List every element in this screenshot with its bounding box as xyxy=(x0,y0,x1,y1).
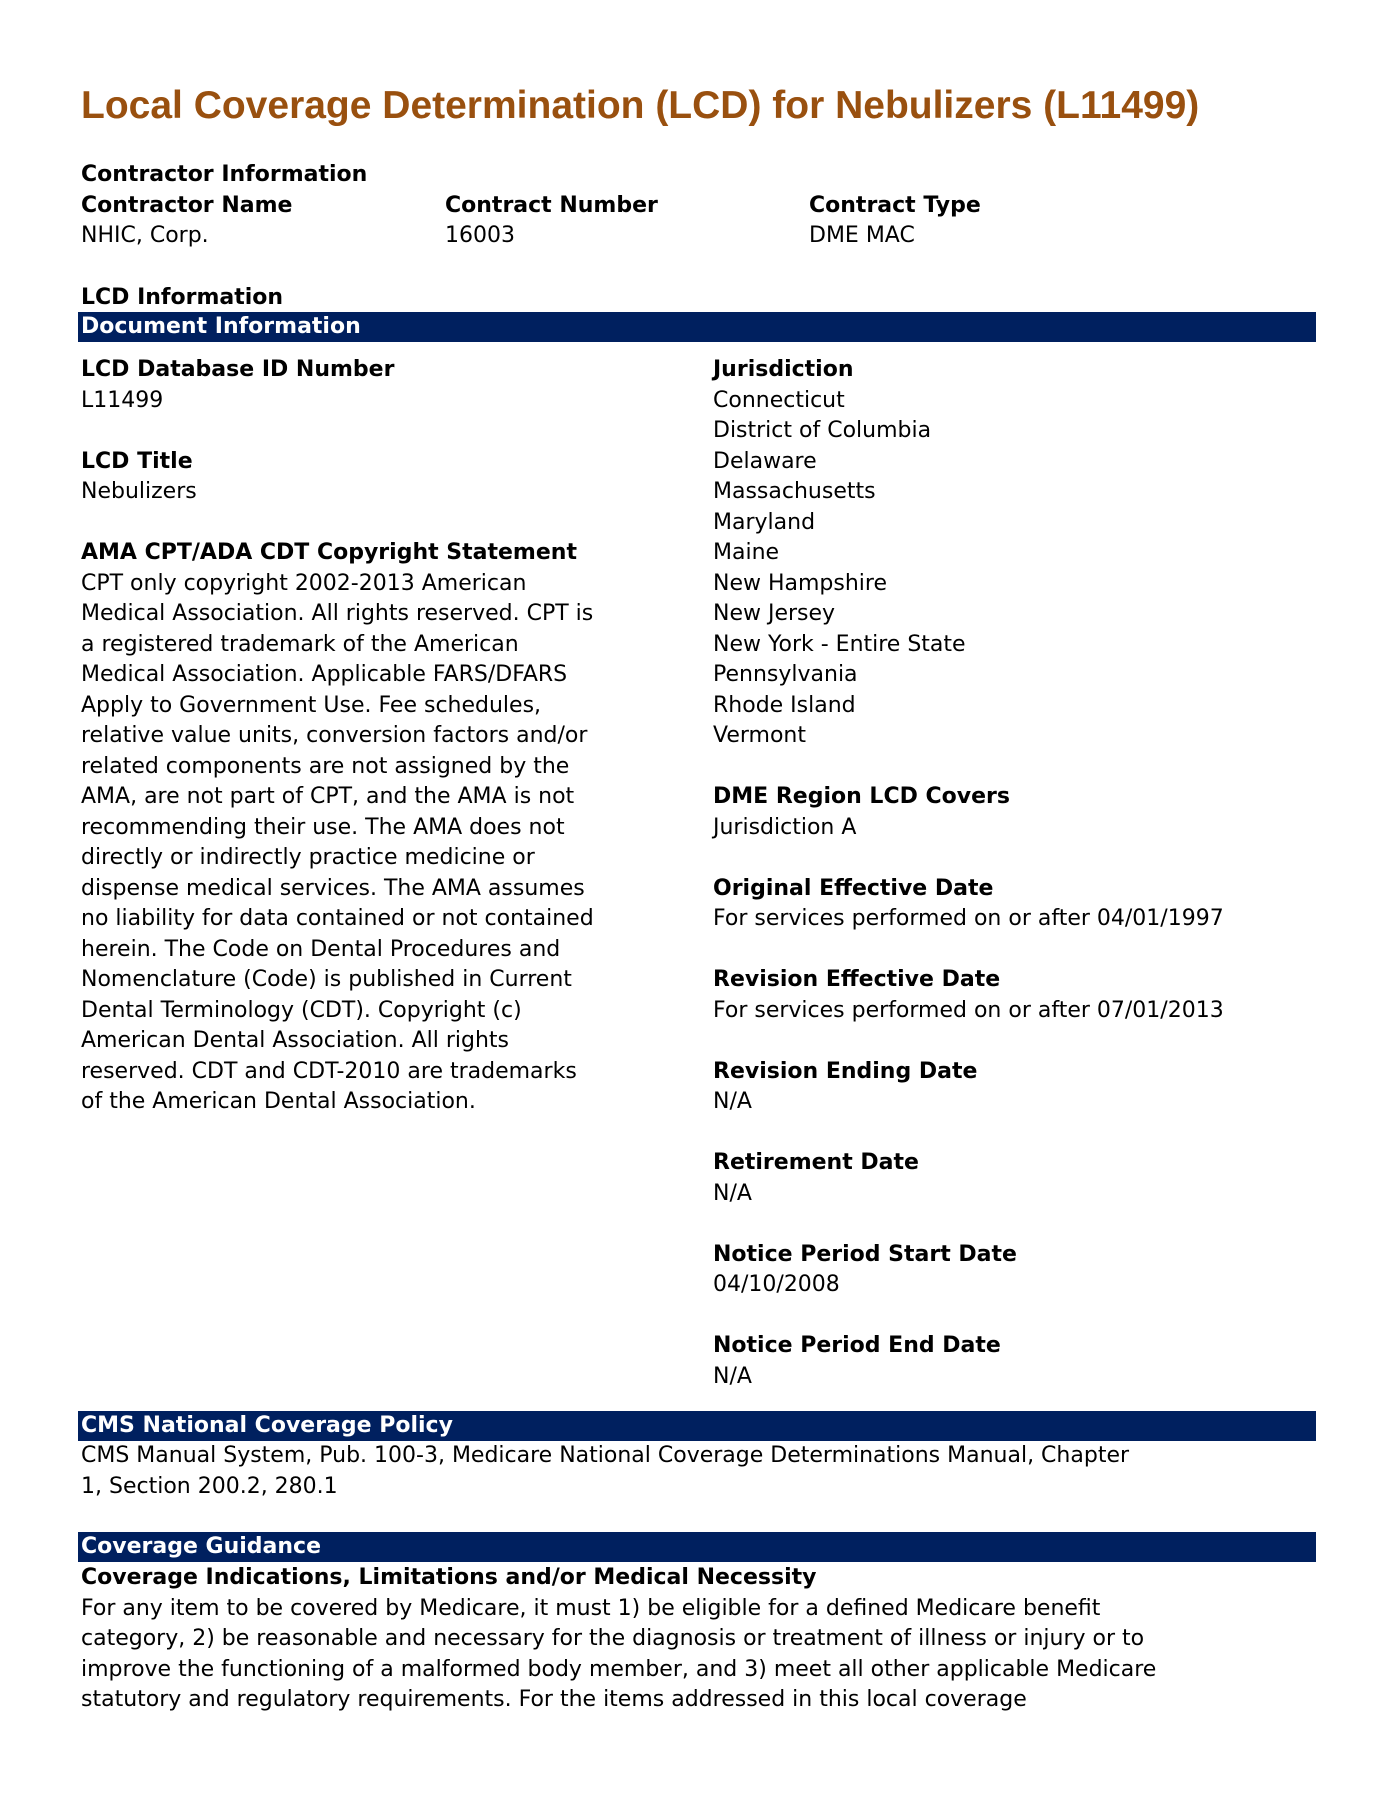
db-id-label: LCD Database ID Number xyxy=(81,357,395,382)
notice-start-value: 04/10/2008 xyxy=(713,1272,840,1297)
lcd-title-value: Nebulizers xyxy=(81,479,197,504)
jurisdiction-item: District of Columbia xyxy=(713,418,932,443)
page-title: Local Coverage Determination (LCD) for Nebulizers (L11499) xyxy=(81,84,1200,127)
copyright-line: recommending their use. The AMA does not xyxy=(81,814,565,840)
text-line: For any item to be covered by Medicare, it must 1) be eligible for a defined Medicare benefit xyxy=(81,1595,1101,1621)
notice-start-label: Notice Period Start Date xyxy=(713,1241,1017,1267)
copyright-line: Dental Terminology (CDT). Copyright (c) xyxy=(81,997,522,1023)
cms-policy-bar: CMS National Coverage Policy xyxy=(78,1411,1316,1441)
region-value: Jurisdiction A xyxy=(713,814,857,840)
contractor-name-label: Contractor Name xyxy=(81,192,293,218)
region-label: DME Region LCD Covers xyxy=(713,784,1010,809)
copyright-line: herein. The Code on Dental Procedures and xyxy=(81,936,561,962)
copyright-line: related components are not assigned by the xyxy=(81,753,570,779)
copyright-line: Nomenclature (Code) is published in Current xyxy=(81,967,572,992)
jurisdiction-item: New Jersey xyxy=(713,601,836,626)
copyright-line: dispense medical services. The AMA assumes xyxy=(81,875,585,901)
revision-effective-date-value: For services performed on or after 07/01/2013 xyxy=(713,997,1224,1023)
contractor-heading: Contractor Information xyxy=(81,162,368,187)
retirement-date-label: Retirement Date xyxy=(713,1150,919,1175)
copyright-line: American Dental Association. All rights xyxy=(81,1028,509,1053)
contract-type-value: DME MAC xyxy=(809,223,915,248)
original-effective-date-label: Original Effective Date xyxy=(713,875,994,901)
document-information xyxy=(81,355,1316,1392)
jurisdiction-item: New York - Entire State xyxy=(713,631,966,657)
jurisdiction-item: Maryland xyxy=(713,509,816,535)
notice-end-label: Notice Period End Date xyxy=(713,1333,1001,1358)
coverage-guidance-bar: Coverage Guidance xyxy=(78,1532,1316,1562)
contract-number-label: Contract Number xyxy=(445,192,658,218)
contract-number-value: 16003 xyxy=(445,223,515,248)
coverage-guidance-text xyxy=(81,1563,1316,1716)
jurisdiction-label: Jurisdiction xyxy=(713,357,854,382)
notice-end-value: N/A xyxy=(713,1363,752,1389)
copyright-line: directly or indirectly practice medicine or xyxy=(81,845,535,870)
copyright-statement xyxy=(81,569,713,1118)
jurisdiction-item: Connecticut xyxy=(713,387,845,413)
copyright-line: Medical Association. Applicable FARS/DFARS xyxy=(81,662,568,687)
retirement-date-value: N/A xyxy=(713,1180,752,1206)
jurisdiction-list xyxy=(713,386,1313,752)
coverage-indications-heading: Coverage Indications, Limitations and/or Medical Necessity xyxy=(81,1565,817,1590)
jurisdiction-item: Pennsylvania xyxy=(713,662,858,687)
document-information-bar: Document Information xyxy=(78,312,1316,342)
copyright-line: a registered trademark of the American xyxy=(81,631,519,657)
text-line: CMS Manual System, Pub. 100-3, Medicare National Coverage Determinations Manual, Chapter xyxy=(81,1443,1130,1468)
jurisdiction-item: Vermont xyxy=(713,723,806,748)
lcd-information-heading: LCD Information xyxy=(81,285,284,310)
revision-ending-date-value: N/A xyxy=(713,1089,752,1114)
copyright-label: AMA CPT/ADA CDT Copyright Statement xyxy=(81,540,577,565)
copyright-line: Medical Association. All rights reserved. CPT is xyxy=(81,601,594,626)
lcd-title-label: LCD Title xyxy=(81,448,193,474)
revision-effective-date-label: Revision Effective Date xyxy=(713,967,1001,992)
copyright-line: of the American Dental Association. xyxy=(81,1089,476,1114)
jurisdiction-item: New Hampshire xyxy=(713,570,888,596)
text-line: category, 2) be reasonable and necessary for the diagnosis or treatment of illness or injury or to xyxy=(81,1626,1145,1651)
contract-type-label: Contract Type xyxy=(809,192,981,218)
jurisdiction-item: Delaware xyxy=(713,448,817,474)
text-line: statutory and regulatory requirements. For the items addressed in this local coverage xyxy=(81,1687,1027,1712)
copyright-line: relative value units, conversion factors and/or xyxy=(81,723,588,748)
cms-policy-text xyxy=(81,1441,1316,1502)
copyright-line: CPT only copyright 2002-2013 American xyxy=(81,570,527,596)
jurisdiction-item: Maine xyxy=(713,540,780,565)
original-effective-date-value: For services performed on or after 04/01/1997 xyxy=(713,906,1224,931)
contractor-information xyxy=(81,160,1316,252)
jurisdiction-item: Massachusetts xyxy=(713,479,876,504)
jurisdiction-item: Rhode Island xyxy=(713,692,856,718)
revision-ending-date-label: Revision Ending Date xyxy=(713,1058,978,1084)
text-line: improve the functioning of a malformed body member, and 3) meet all other applicable Medicare xyxy=(81,1656,1157,1682)
copyright-line: reserved. CDT and CDT-2010 are trademarks xyxy=(81,1058,577,1084)
text-line: 1, Section 200.2, 280.1 xyxy=(81,1473,338,1499)
copyright-line: no liability for data contained or not contained xyxy=(81,906,594,931)
contractor-name-value: NHIC, Corp. xyxy=(81,223,209,248)
copyright-line: Apply to Government Use. Fee schedules, xyxy=(81,692,542,718)
db-id-value: L11499 xyxy=(81,387,164,413)
copyright-line: AMA, are not part of CPT, and the AMA is not xyxy=(81,784,575,809)
